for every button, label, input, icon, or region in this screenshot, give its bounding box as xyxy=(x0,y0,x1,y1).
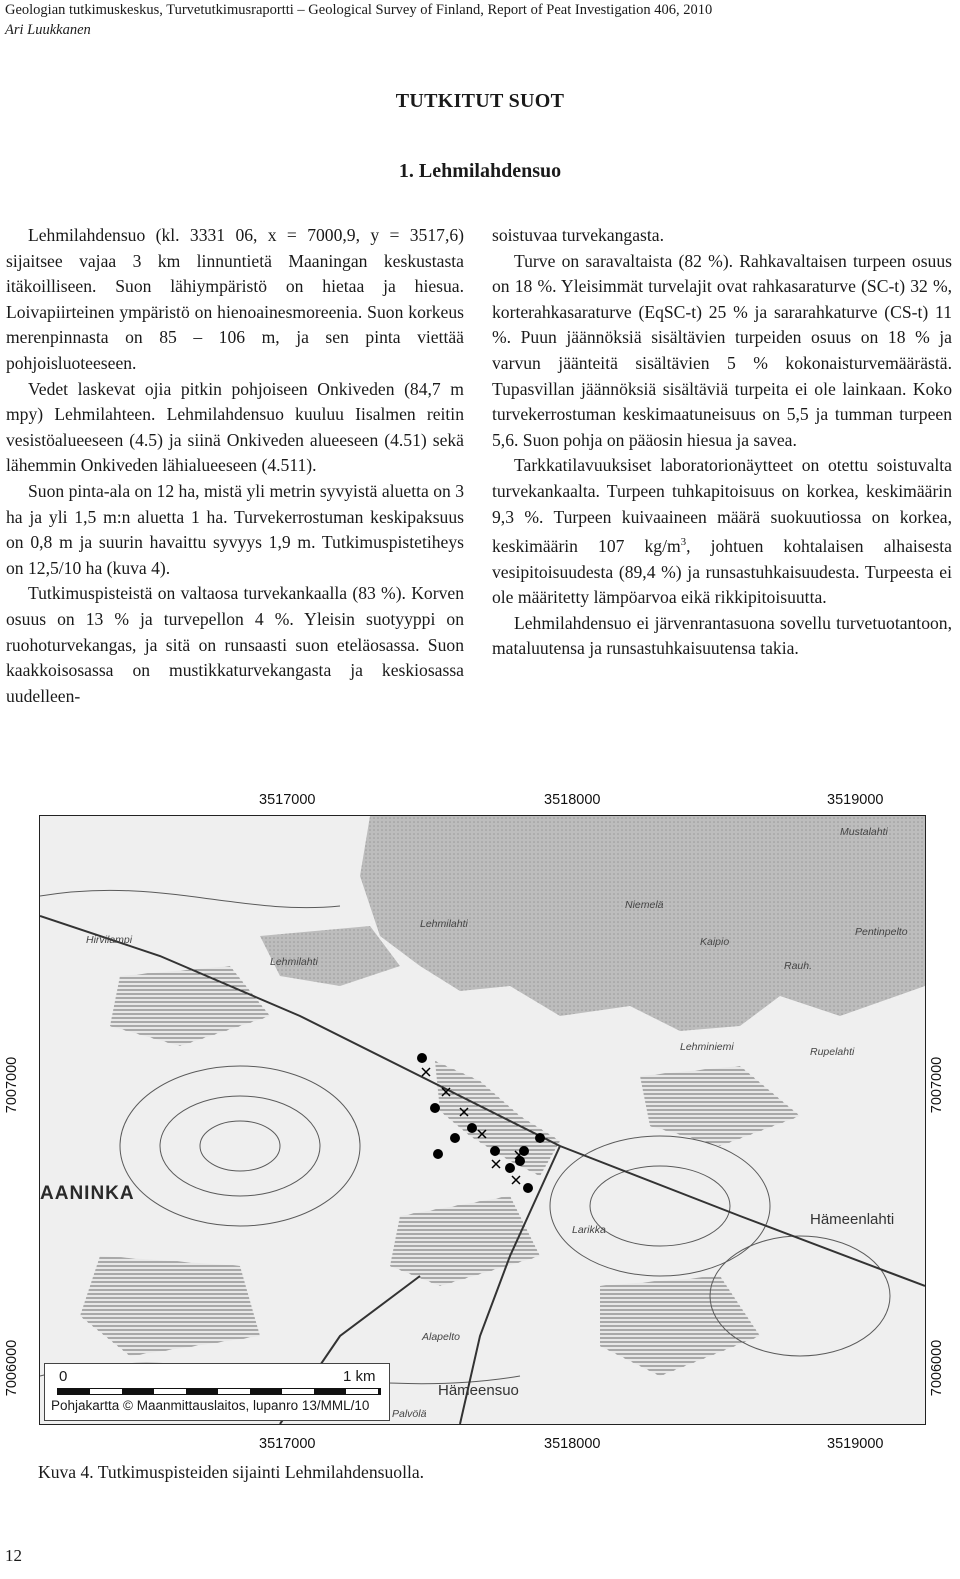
paragraph: soistuvaa turvekangasta. xyxy=(492,225,664,245)
place-name: AANINKA xyxy=(40,1183,135,1204)
place-name: Lehmilahti xyxy=(420,918,468,930)
paragraph-text: , johtuen kohtalaisen alhaisesta vesipitoisuudesta (89,4 %) ja runsastuhkaisuudesta. Turpeesta ei ole määritetty lämpöarvoa eikä rikkipitoisuutta. xyxy=(492,535,952,608)
section-title: TUTKITUT SUOT xyxy=(395,90,565,112)
paragraph: Lehmilahdensuo (kl. 3331 06, x = 7000,9, y = 3517,6) sijaitsee vajaa 3 km linnuntietä Maaningan keskustasta itäkoilliseen. Suon lähiympäristö on hietaa ja hiesua. Loivapiirteinen ympäristö on hienoainesmoreenia. Suon korkeus merenpinnasta on 85 – 106 m, ja sen pinta viettää pohjoisluoteeseen. xyxy=(6,225,464,373)
header-author: Ari Luukkanen xyxy=(5,22,91,38)
scale-bar-box xyxy=(44,1363,390,1421)
subsection-title: 1. Lehmilahdensuo xyxy=(398,160,562,182)
place-name: Hämeensuo xyxy=(438,1382,519,1399)
y-tick-left: 7007000 xyxy=(4,1056,21,1114)
figure-caption: Kuva 4. Tutkimuspisteiden sijainti Lehmilahdensuolla. xyxy=(38,1462,425,1482)
left-column xyxy=(6,223,464,709)
paragraph: Tutkimuspisteistä on valtaosa turvekankaalla (83 %). Korven osuus on 13 % ja turvepellon 4 %. Yleisin suotyyppi on ruohoturvekangas, ja sitä on runsaasti suon eteläosassa. Suon kaakkoisosassa on mustikkaturvekangasta ja keskiosassa uudelleen- xyxy=(6,583,464,706)
x-tick-top: 3518000 xyxy=(544,792,601,808)
x-tick-bottom: 3519000 xyxy=(827,1436,884,1452)
place-name: Lehminiemi xyxy=(680,1041,734,1053)
place-name: Niemelä xyxy=(625,899,664,911)
scale-zero: 0 xyxy=(59,1368,68,1385)
y-tick-right: 7006000 xyxy=(929,1339,946,1397)
place-name: Rauh. xyxy=(784,960,813,972)
place-name: Kaipio xyxy=(700,936,730,948)
paragraph: Turve on saravaltaista (82 %). Rahkavaltaisen turpeen osuus on 18 %. Yleisimmät turvelajit ovat rahkasaraturve (SC-t) 32 %, korterahkasaraturve (EqSC-t) 25 % ja sararahkaturve (CS-t) 11 %. Puun jäännöksiä sisältävien turpeiden osuus on 18 % ja varvun jäänteitä sisältävien 5 % kokonaisturvemäärästä. Tupasvillan jäännöksiä sisältäviä turpeita ei ole lainkaan. Koko turvekerrostuman keskimaatuneisuus on 5,5 ja tumman turpeen 5,6. Suon pohja on pääosin hiesua ja savea. xyxy=(492,250,952,450)
y-tick-right: 7007000 xyxy=(929,1056,946,1114)
header-journal: Geologian tutkimuskeskus, Turvetutkimusraportti – Geological Survey of Finland, Report of Peat Investigation 406, 2010 xyxy=(5,2,713,18)
place-name: Rupelahti xyxy=(810,1046,855,1058)
place-name: Palvölä xyxy=(392,1408,427,1420)
place-name: Mustalahti xyxy=(840,826,888,838)
x-tick-top: 3519000 xyxy=(827,792,884,808)
place-name: Larikka xyxy=(572,1224,606,1236)
x-tick-bottom: 3517000 xyxy=(259,1436,316,1452)
right-column xyxy=(492,223,952,662)
paragraph: Lehmilahdensuo ei järvenrantasuona sovellu turvetuotantoon, mataluutensa ja runsastuhkaisuutensa takia. xyxy=(492,612,952,659)
y-tick-left: 7006000 xyxy=(4,1339,21,1397)
base-map xyxy=(39,815,926,1425)
place-name: Hirvilampi xyxy=(86,934,133,946)
density-value: 107 kg/m xyxy=(598,535,681,556)
place-name: Hämeenlahti xyxy=(810,1211,895,1228)
scale-bar xyxy=(57,1388,381,1395)
superscript: 3 xyxy=(680,536,687,549)
place-name: Pentinpelto xyxy=(855,926,908,938)
scale-end: 1 km xyxy=(343,1368,376,1385)
paragraph-text: Tarkkatilavuuksiset laboratorionäytteet on otettu soistuvalta turvekankaalta. Turpeen tuhkapitoisuus on korkea, keskimäärin 9,3 %. Turpeen kuivaaineen määrä suokuutiossa on korkea, keskimäärin xyxy=(492,455,952,556)
place-name: Alapelto xyxy=(422,1331,460,1343)
paragraph: Suon pinta-ala on 12 ha, mistä yli metrin syvyistä aluetta on 3 ha ja yli 1,5 m:n aluetta 1 ha. Turvekerrostuman keskipaksuus on 0,8 m ja suurin havaittu syvyys 1,9 m. Tutkimuspistetiheys on 12,5/10 ha (kuva 4). xyxy=(6,480,464,578)
map-drawing xyxy=(40,816,925,1424)
x-tick-top: 3517000 xyxy=(259,792,316,808)
page-number: 12 xyxy=(5,1546,22,1565)
paragraph: Vedet laskevat ojia pitkin pohjoiseen Onkiveden (84,7 m mpy) Lehmilahteen. Lehmilahdensuo kuuluu Iisalmen reitin vesistöalueeseen (4.5) ja siinä Onkiveden alueeseen (4.51) sekä lähemmin Onkiveden lähialueeseen (4.511). xyxy=(6,378,464,476)
paragraph xyxy=(492,453,952,610)
x-tick-bottom: 3518000 xyxy=(544,1436,601,1452)
running-header xyxy=(5,0,712,20)
place-name: Lehmilahti xyxy=(270,956,318,968)
map-credit: Pohjakartta © Maanmittauslaitos, lupanro 13/MML/10 xyxy=(51,1398,370,1413)
